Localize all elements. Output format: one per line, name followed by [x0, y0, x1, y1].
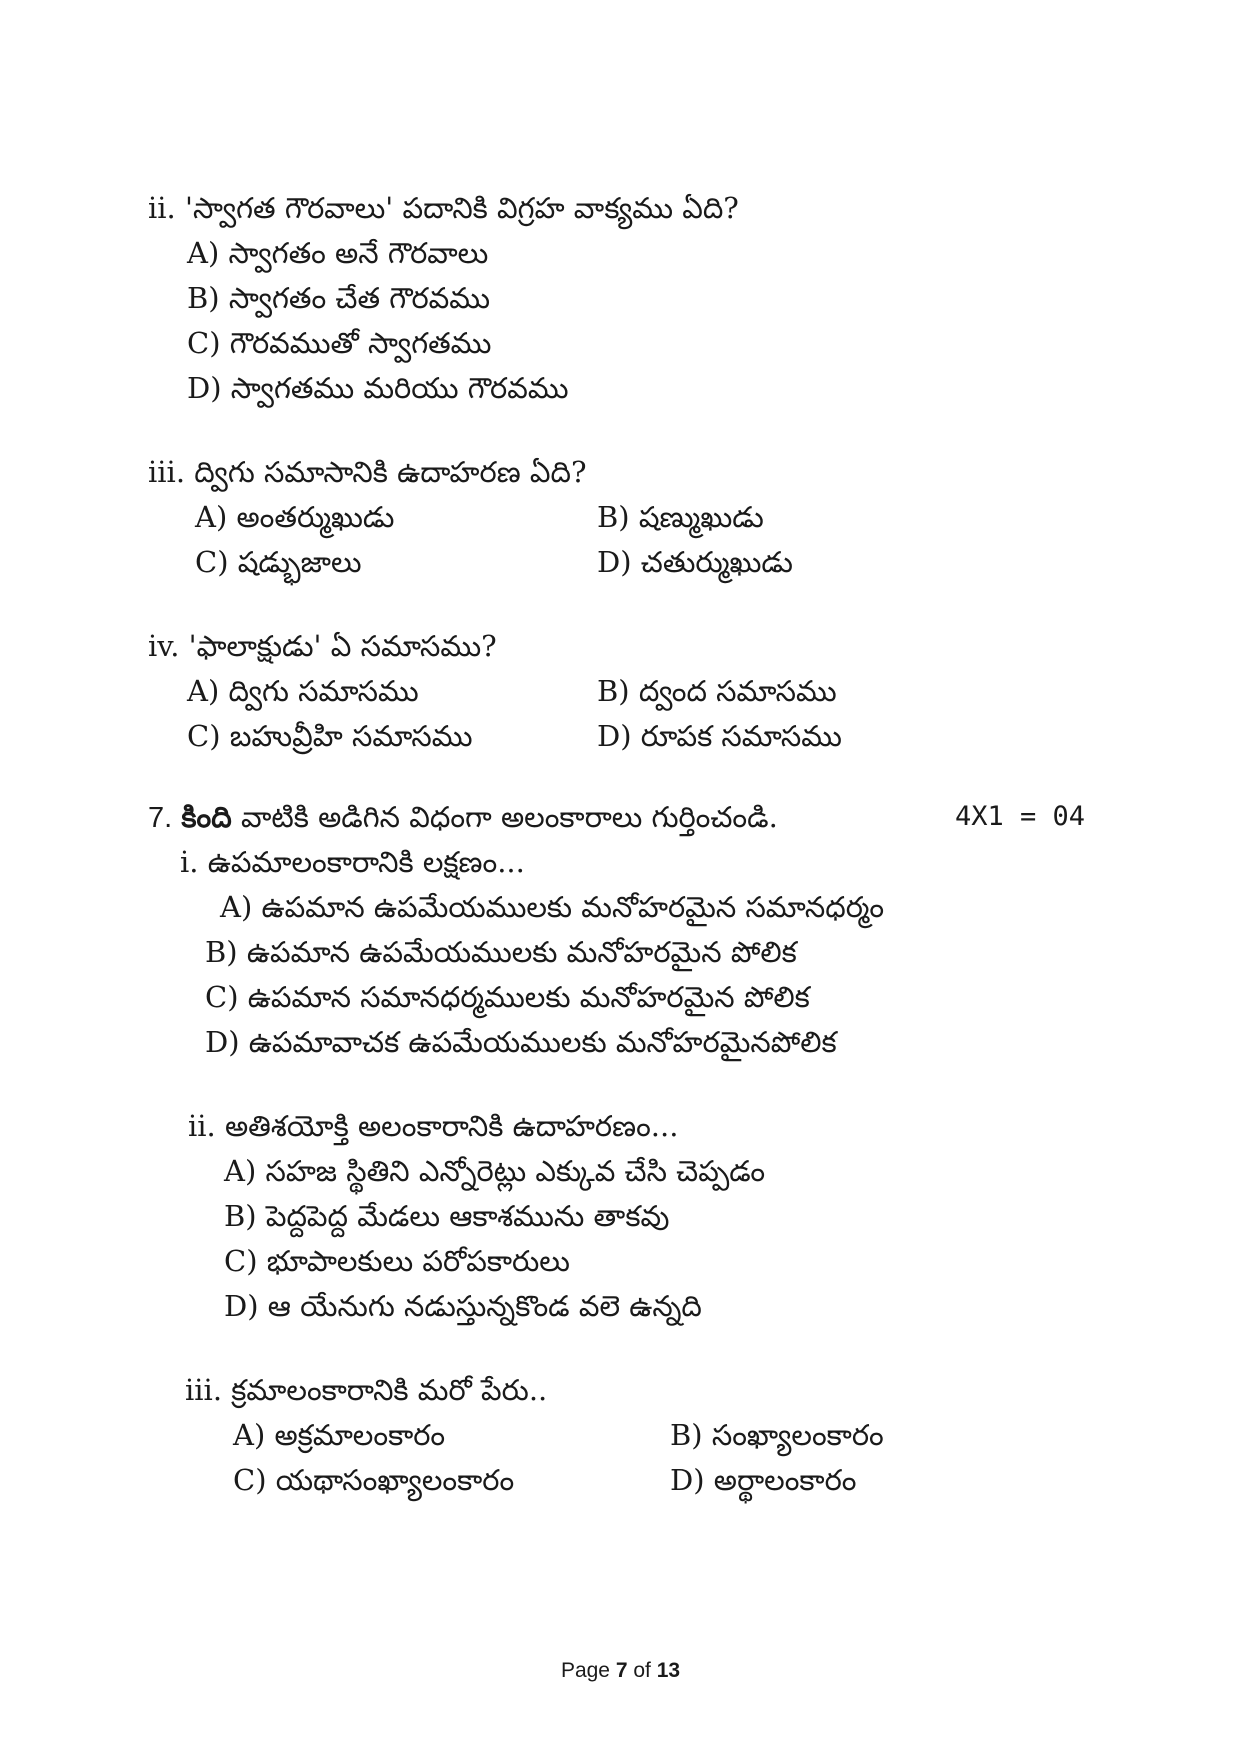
q7-ii-option-a: A) సహజ స్థితిని ఎన్నోరెట్లు ఎక్కువ చేసి చెప్పడం — [224, 1154, 766, 1188]
q6-iv-option-d: D) రూపక సమాసము — [597, 719, 842, 753]
footer-middle: of — [627, 1659, 657, 1682]
q7-marks: 4X1 = 04 — [955, 801, 1086, 832]
q7-heading — [148, 797, 778, 838]
q6-iii-option-c: C) షడ్భుజాలు — [195, 545, 362, 579]
q7-ii-option-c: C) భూపాలకులు పరోపకారులు — [224, 1244, 570, 1278]
q7-i-option-d: D) ఉపమావాచక ఉపమేయములకు మనోహరమైనపోలిక — [205, 1025, 837, 1059]
q6-ii-option-b: B) స్వాగతం చేత గౌరవము — [187, 281, 491, 315]
q7-i-option-b: B) ఉపమాన ఉపమేయములకు మనోహరమైన పోలిక — [205, 935, 797, 969]
total-pages-number: 13 — [656, 1659, 681, 1682]
footer-prefix: Page — [560, 1659, 616, 1682]
q7-i-question: i. ఉపమాలంకారానికి లక్షణం... — [180, 845, 525, 879]
q7-iii-option-a: A) అక్రమాలంకారం — [233, 1418, 446, 1452]
q7-iii-question: iii. క్రమాలంకారానికి మరో పేరు.. — [185, 1373, 548, 1407]
q7-number: 7. — [148, 802, 173, 834]
q7-ii-option-d: D) ఆ యేనుగు నడుస్తున్నకొండ వలె ఉన్నది — [224, 1289, 702, 1323]
q6-iii-option-b: B) షణ్ముఖుడు — [597, 500, 764, 534]
q6-iii-option-d: D) చతుర్ముఖుడు — [597, 545, 793, 579]
q7-ii-option-b: B) పెద్దపెద్ద మేడలు ఆకాశమును తాకవు — [224, 1199, 670, 1233]
q6-ii-option-a: A) స్వాగతం అనే గౌరవాలు — [187, 236, 489, 270]
q7-instruction: వాటికి అడిగిన విధంగా అలంకారాలు గుర్తించండి. — [231, 800, 778, 834]
q7-bold-word: కింది — [181, 800, 232, 834]
page-footer — [0, 1656, 1241, 1686]
q6-iii-question: iii. ద్విగు సమాసానికి ఉదాహరణ ఏది? — [148, 455, 587, 489]
q6-iv-option-c: C) బహువ్రీహి సమాసము — [187, 719, 473, 753]
q7-iii-option-b: B) సంఖ్యాలంకారం — [670, 1418, 884, 1452]
q7-iii-option-d: D) అర్థాలంకారం — [670, 1463, 857, 1497]
q6-iv-question: iv. 'ఫాలాక్షుడు' ఏ సమాసము? — [148, 629, 497, 663]
q6-iv-option-a: A) ద్విగు సమాసము — [187, 674, 419, 708]
q7-ii-question: ii. అతిశయోక్తి అలంకారానికి ఉదాహరణం... — [188, 1109, 679, 1143]
current-page-number: 7 — [615, 1659, 628, 1682]
q6-iii-option-a: A) అంతర్ముఖుడు — [195, 500, 395, 534]
q6-ii-question: ii. 'స్వాగత గౌరవాలు' పదానికి విగ్రహ వాక్యము ఏది? — [148, 191, 739, 225]
q7-iii-option-c: C) యథాసంఖ్యాలంకారం — [233, 1463, 515, 1497]
q7-i-option-c: C) ఉపమాన సమానధర్మములకు మనోహరమైన పోలిక — [205, 980, 810, 1014]
q6-ii-option-d: D) స్వాగతము మరియు గౌరవము — [187, 371, 569, 405]
q6-iv-option-b: B) ద్వంద సమాసము — [597, 674, 837, 708]
q6-ii-option-c: C) గౌరవముతో స్వాగతము — [187, 326, 492, 360]
q7-i-option-a: A) ఉపమాన ఉపమేయములకు మనోహరమైన సమానధర్మం — [220, 890, 885, 924]
